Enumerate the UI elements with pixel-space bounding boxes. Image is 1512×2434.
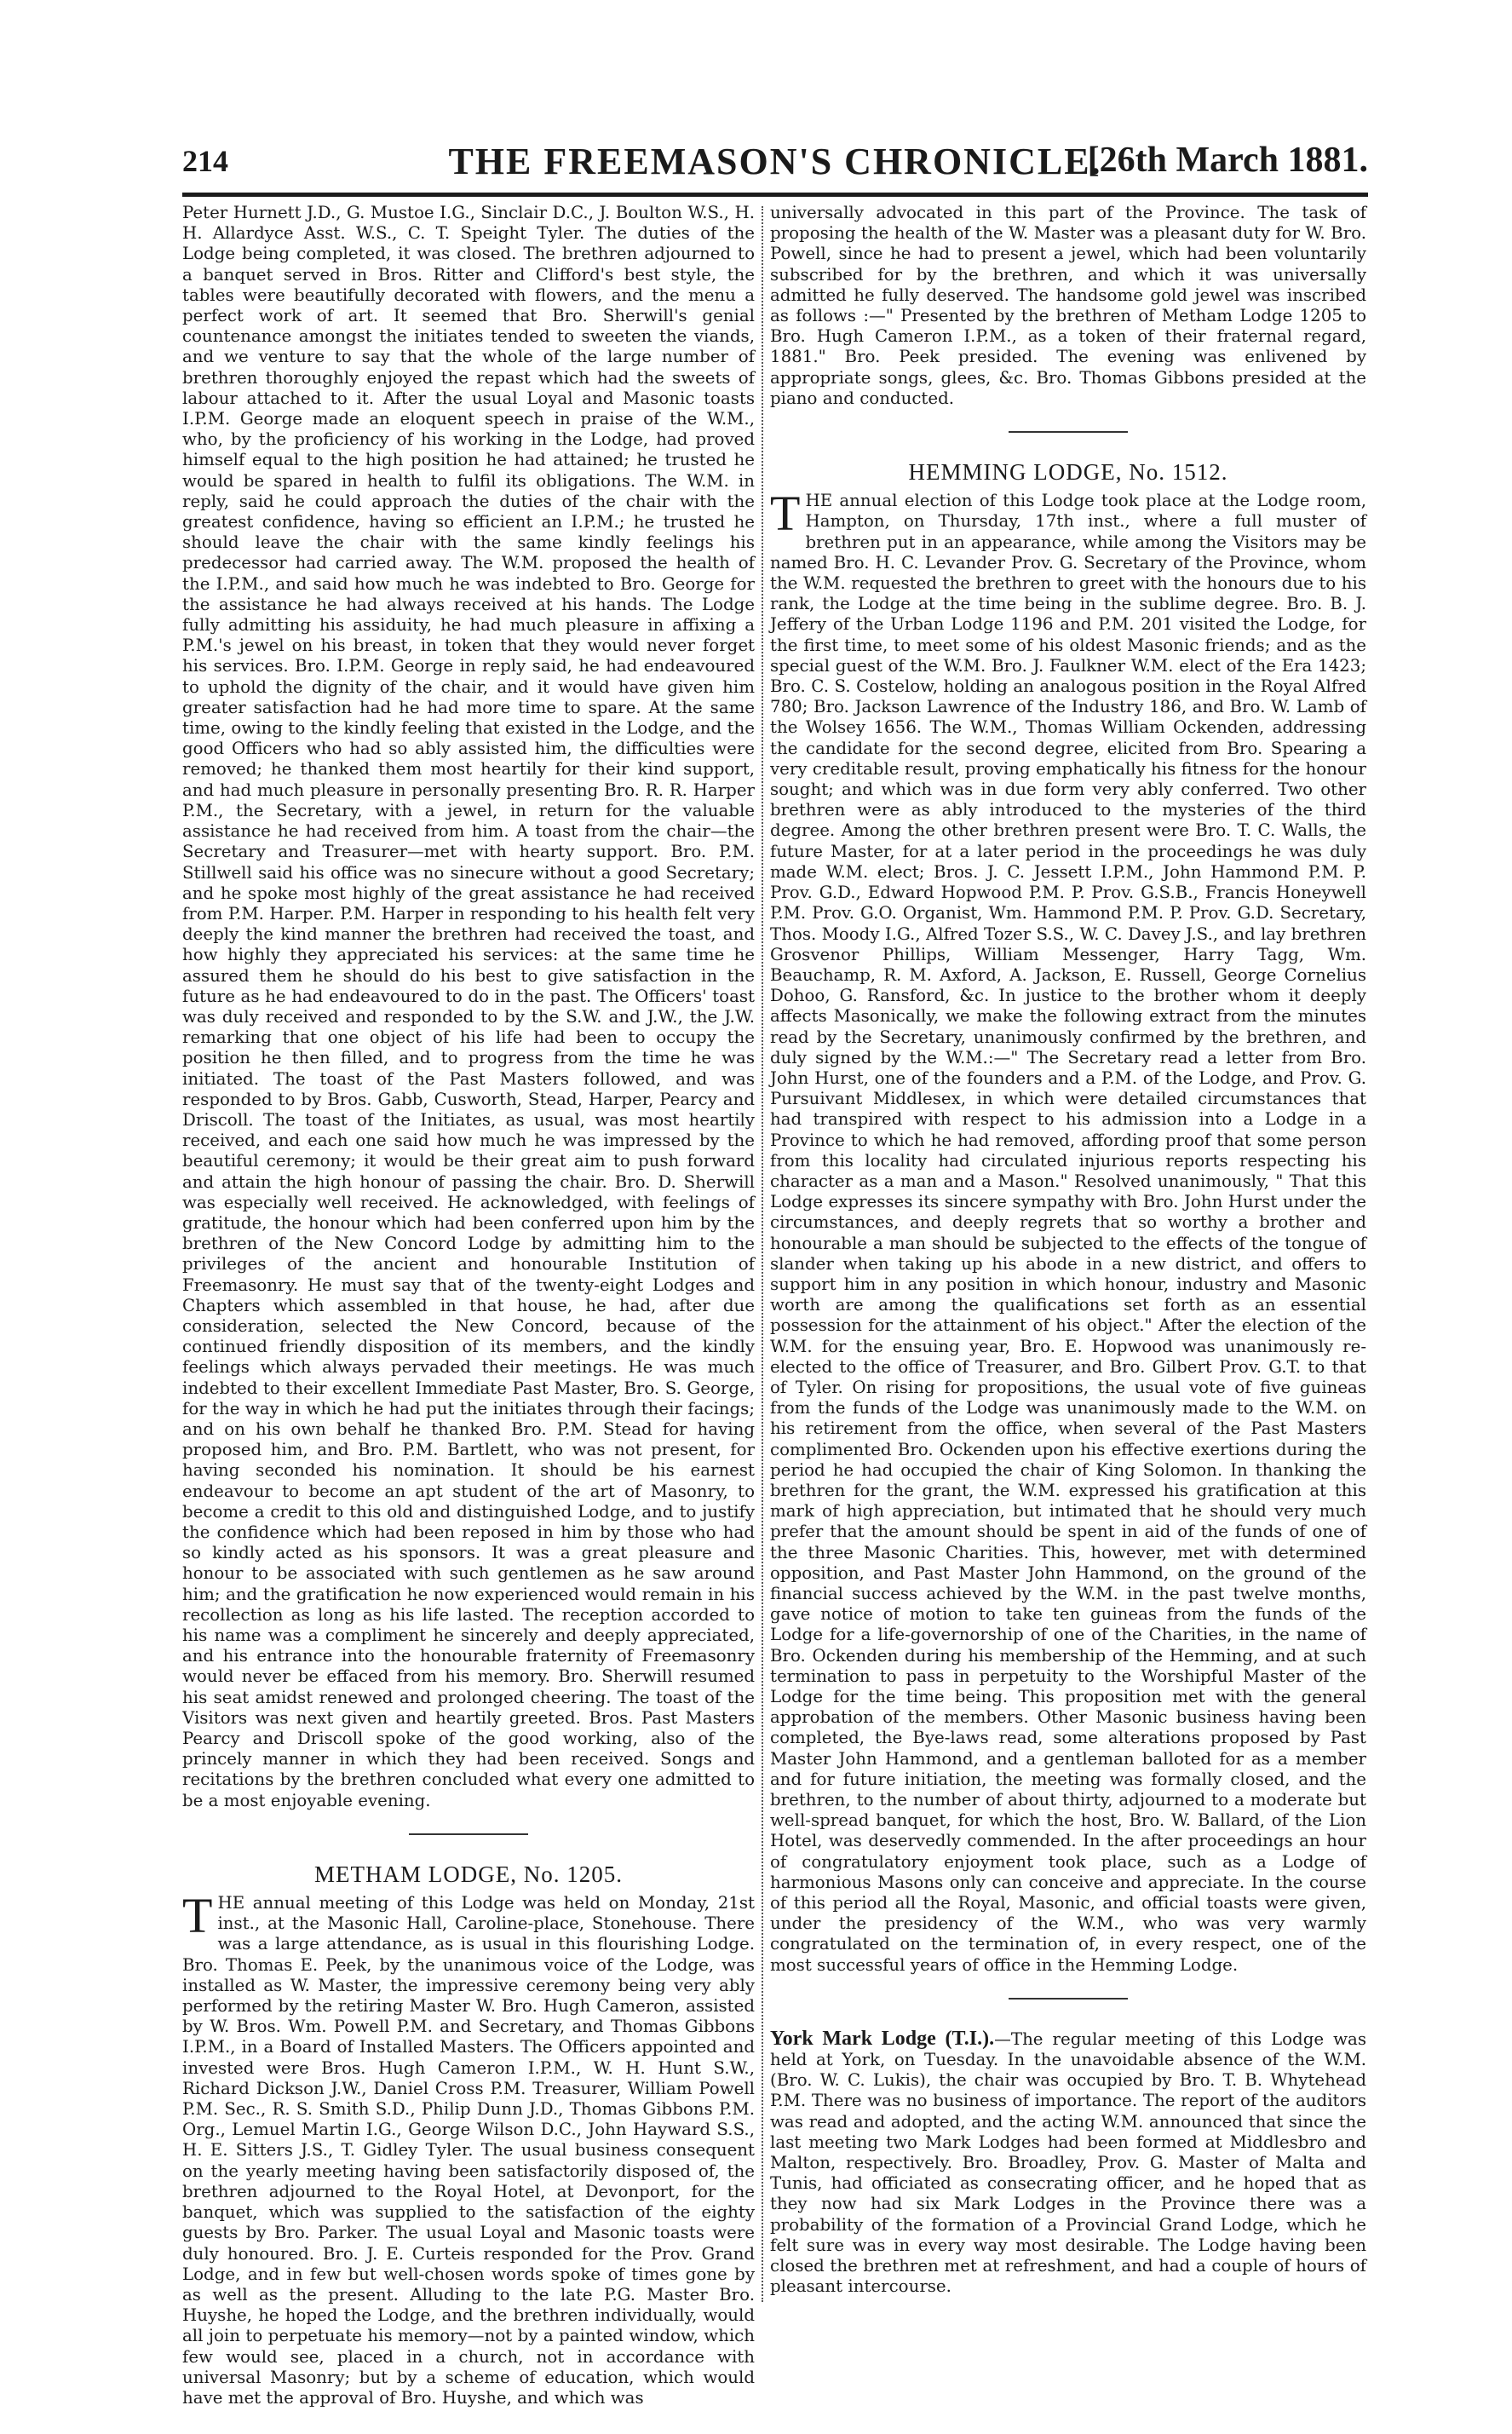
section-divider xyxy=(409,1833,528,1835)
right-column xyxy=(770,203,1366,2298)
metham-lodge-article: THE annual meeting of this Lodge was held on Monday, 21st inst., at the Masonic Hall, Caroline-place, Stonehouse. There was a large attendance, as is usual in this flourishing Lodge. Bro. Thomas E. Peek, by the unanimous voice of the Lodge, was installed as W. Master, the impressive ceremony being very ably performed by the retiring Master W. Bro. Hugh Cameron, assisted by W. Bros. Wm. Powell P.M. and Secretary, and Thomas Gibbons I.P.M., in a Board of Installed Masters. The Officers appointed and invested were Bros. Hugh Cameron I.P.M., W. H. Hunt S.W., Richard Dickson J.W., Daniel Cross P.M. Treasurer, William Powell P.M. Sec., R. S. Smith S.D., Philip Dunn J.D., Thomas Gibbons P.M. Org., Lemuel Martin I.G., George Wilson D.C., John Hayward S.S., H. E. Sitters J.S., T. Gidley Tyler. The usual business consequent on the yearly meeting having been satisfactorily disposed of, the brethren adjourned to the Royal Hotel, at Devonport, for the banquet, which was supplied to the satisfaction of the eighty guests by Bro. Parker. The usual Loyal and Masonic toasts were duly honoured. Bro. J. E. Curteis responded for the Prov. Grand Lodge, and in few but well-chosen words spoke of times gone by as well as the present. Alluding to the late P.G. Master Bro. Huyshe, he hoped the Lodge, and the brethren individually, would all join to perpetuate his memory—not by a painted window, which few would see, placed in a church, not in accordance with universal Masonry; but by a scheme of education, which would have met the approval of Bro. Huyshe, and which was xyxy=(182,1888,755,2408)
hemming-lodge-article: THE annual election of this Lodge took place at the Lodge room, Hampton, on Thursday, 17th inst., where a full muster of brethren put in an appearance, while among the Visitors may be named Bro. H. C. Levander Prov. G. Secretary of the Province, whom the W.M. requested the brethren to greet with the honours due to his rank, the Lodge at the time being in the sublime degree. Bro. B. J. Jeffery of the Urban Lodge 1196 and P.M. 201 visited the Lodge, for the first time, to meet some of his oldest Masonic friends; and as the special guest of the W.M. Bro. J. Faulkner W.M. elect of the Era 1423; Bro. C. S. Costelow, holding an analogous position in the Royal Alfred 780; Bro. Jackson Lawrence of the Industry 186, and Bro. W. Lamb of the Wolsey 1656. The W.M., Thomas William Ockenden, addressing the candidate for the second degree, elicited from Bro. Spearing a very creditable result, proving emphatically his fitness for the honour sought; and which was in due form very ably conferred. Two other brethren were as ably introduced to the mysteries of the third degree. Among the other brethren present were Bro. T. C. Walls, the future Master, for at a later period in the proceedings he was duly made W.M. elect; Bros. J. C. Jessett I.P.M., John Hammond P.M. P. Prov. G.D., Edward Hopwood P.M. P. Prov. G.S.B., Francis Honeywell P.M. Prov. G.O. Organist, Wm. Hammond P.M. P. Prov. G.D. Secretary, Thos. Moody I.G., Alfred Tozer S.S., W. C. Davey J.S., and lay brethren Grosvenor Phillips, William Messenger, Harry Tagg, Wm. Beauchamp, R. M. Axford, A. Jackson, E. Russell, George Cornelius Dohoo, G. Ransford, &c. In justice to the brother whom it deeply affects Masonically, we make the following extract from the minutes read by the Secretary, unanimously confirmed by the brethren, and duly signed by the W.M.:—" The Secretary read a letter from Bro. John Hurst, one of the founders and a P.M. of the Lodge, and Prov. G. Pursuivant Middlesex, in which were detailed circumstances that had transpired with respect to his admission into a Lodge in a Province to which he had removed, affording proof that some person from this locality had circulated injurious reports respecting his character as a man and a Mason." Resolved unanimously, " That this Lodge expresses its sincere sympathy with Bro. John Hurst under the circumstances, and deeply regrets that so worthy a brother and honourable a man should be subjected to the effects of the tongue of slander when taking up his abode in a new district, and offers to support him in any position in which honour, industry and Masonic worth are among the qualifications set forth as an essential possession for the attainment of his object." After the election of the W.M. for the ensuing year, Bro. E. Hopwood was unanimously re-elected to the office of Treasurer, and Bro. Gilbert Prov. G.T. to that of Tyler. On rising for propositions, the usual vote of five guineas from the funds of the Lodge was unanimously made to the W.M. on his retirement from the office, when several of the Past Masters complimented Bro. Ockenden upon his effective exertions during the period he had occupied the chair of King Solomon. In thanking the brethren for the grant, the W.M. expressed his gratification at this mark of high appreciation, but intimated that he should very much prefer that the amount should be spent in aid of the funds of one of the three Masonic Charities. This, however, met with determined opposition, and Past Master John Hammond, on the ground of the financial success achieved by the W.M. in the past twelve months, gave notice of motion to take ten guineas from the funds of the Lodge for a life-governorship of one of the Charities, in the name of Bro. Ockenden during his membership of the Hemming, and at such termination to pass in perpetuity to the Worshipful Master of the Lodge for the time being. This proposition met with the general approbation of the members. Other Masonic business having been completed, the Bye-laws read, some alterations proposed by Past Master John Hammond, and a gentleman balloted for as a member and for future initiation, the meeting was formally closed, and the brethren, to the number of about thirty, adjourned to a moderate but well-spread banquet, for which the host, Bro. W. Ballard, of the Lion Hotel, was deservedly commended. In the after proceedings an hour of congratulatory enjoyment took place, such as a Lodge of harmonious Masons only can conceive and appreciate. In the course of this period all the Royal, Masonic, and official toasts were given, under the presidency of the W.M., who was very warmly congratulated on the termination of, in every respect, one of the most successful years of office in the Hemming Lodge. xyxy=(770,486,1366,1975)
page-number: 214 xyxy=(182,144,228,178)
page-header xyxy=(182,140,1368,191)
header-rule xyxy=(182,193,1368,197)
left-column xyxy=(182,203,755,2408)
column-divider xyxy=(762,206,763,2302)
metham-continuation: universally advocated in this part of the Province. The task of proposing the health of the W. Master was a pleasant duty for W. Bro. Powell, since he had to present a jewel, which had been voluntarily subscribed for by the brethren, and which it was universally admitted he fully deserved. The handsome gold jewel was inscribed as follows :—" Presented by the brethren of Metham Lodge 1205 to Bro. Hugh Cameron I.P.M., as a token of their fraternal regard, 1881." Bro. Peek presided. The evening was enlivened by appropriate songs, glees, &c. Bro. Thomas Gibbons presided at the piano and conducted. xyxy=(770,203,1366,408)
issue-date: [26th March 1881. xyxy=(1087,141,1368,180)
section-divider xyxy=(1009,1998,1128,2000)
york-mark-lodge-text: —The regular meeting of this Lodge was held at York, on Tuesday. In the unavoidable absence of the W.M. (Bro. W. C. Lukis), the chair was occupied by Bro. T. B. Whytehead P.M. There was no business of importance. The report of the auditors was read and adopted, and the acting W.M. announced that since the last meeting two Mark Lodges had been formed at Middlesbro and Malton, respectively. Bro. Broadley, Prov. G. Master of Malta and Tunis, had officiated as consecrating officer, and he hoped that as they now had six Mark Lodges in the Province there was a probability of the formation of a Provincial Grand Lodge, which he felt sure was in every way most desirable. The Lodge having been closed the brethren met at refreshment, and had a couple of hours of pleasant intercourse. xyxy=(770,2028,1366,2297)
york-mark-lodge-heading: York Mark Lodge (T.I.). xyxy=(770,2027,995,2050)
new-concord-continuation: Peter Hurnett J.D., G. Mustoe I.G., Sinclair D.C., J. Boulton W.S., H. H. Allardyce Asst. W.S., C. T. Speight Tyler. The duties of the Lodge being completed, it was closed. The brethren adjourned to a banquet served in Bros. Ritter and Clifford's best style, the tables were beautifully decorated with flowers, and the menu a perfect work of art. It seemed that Bro. Sherwill's genial countenance amongst the initiates tended to sweeten the viands, and we venture to say that the whole of the large number of brethren thoroughly enjoyed the repast which had the sweets of labour attached to it. After the usual Loyal and Masonic toasts I.P.M. George made an eloquent speech in praise of the W.M., who, by the proficiency of his working in the Lodge, had proved himself equal to the high position he had attained; he trusted he would be spared in health to fulfil its obligations. The W.M. in reply, said he could approach the duties of the chair with the greatest confidence, having so efficient an I.P.M.; he trusted he should leave the chair with the same kindly feelings his predecessor had carried away. The W.M. proposed the health of the I.P.M., and said how much he was indebted to Bro. George for the assistance he had always received at his hands. The Lodge fully admitting his assiduity, he had much pleasure in affixing a P.M.'s jewel on his breast, in token that they would never forget his services. Bro. I.P.M. George in reply said, he had endeavoured to uphold the dignity of the chair, and it would have given him greater satisfaction had he had more time to spare. At the same time, owing to the kindly feeling that existed in the Lodge, and the good Officers who had so ably assisted him, the difficulties were removed; he thanked them most heartily for their kind support, and had much pleasure in personally presenting Bro. R. R. Harper P.M., the Secretary, with a jewel, in return for the valuable assistance he had received from him. A toast from the chair—the Secretary and Treasurer—met with hearty support. Bro. P.M. Stillwell said his office was no sinecure without a good Secretary; and he spoke most highly of the great assistance he had received from P.M. Harper. P.M. Harper in responding to his health felt very deeply the kind manner the brethren had received the toast, and how highly they appreciated his services: at the same time he assured them he should do his best to give satisfaction in the future as he had endeavoured to do in the past. The Officers' toast was duly received and responded to by the S.W. and J.W., the J.W. remarking that one object of his life had been to occupy the position he then filled, and to progress from the time he was initiated. The toast of the Past Masters followed, and was responded to by Bros. Gabb, Cusworth, Stead, Harper, Pearcy and Driscoll. The toast of the Initiates, as usual, was most heartily received, and each one said how much he was impressed by the beautiful ceremony; it would be their great aim to push forward and attain the high honour of passing the chair. Bro. D. Sherwill was especially well received. He acknowledged, with feelings of gratitude, the honour which had been conferred upon him by the brethren of the New Concord Lodge by admitting him to the privileges of the ancient and honourable Institution of Freemasonry. He must say that of the twenty-eight Lodges and Chapters which assembled in that house, he had, after due consideration, selected the New Concord, because of the continued friendly disposition of its members, and the kindly feelings which always pervaded their meetings. He was much indebted to their excellent Immediate Past Master, Bro. S. George, for the way in which he had put the initiates through their facings; and on his own behalf he thanked Bro. P.M. Stead for having proposed him, and Bro. P.M. Bartlett, who was not present, for having seconded his nomination. It should be his earnest endeavour to become an apt student of the art of Masonry, to become a credit to this old and distinguished Lodge, and to justify the confidence which had been reposed in him by those who had so kindly acted as his sponsors. It was a great pleasure and honour to be associated with such gentlemen as he saw around him; and the gratification he now experienced would remain in his recollection as long as his life lasted. The reception accorded to his name was a compliment he sincerely and deeply appreciated, and his entrance into the honourable fraternity of Freemasonry would never be effaced from his memory. Bro. Sherwill resumed his seat amidst renewed and prolonged cheering. The toast of the Visitors was next given and heartily greeted. Bros. Past Masters Pearcy and Driscoll spoke of the good working, also of the princely manner in which they had been received. Songs and recitations by the brethren concluded what every one admitted to be a most enjoyable evening. xyxy=(182,203,755,1810)
hemming-lodge-title: HEMMING LODGE, No. 1512. xyxy=(908,459,1228,486)
york-mark-lodge-article xyxy=(770,2028,1366,2298)
metham-lodge-title: METHAM LODGE, No. 1205. xyxy=(314,1861,623,1887)
journal-title: THE FREEMASON'S CHRONICLE. xyxy=(448,141,1102,182)
section-divider xyxy=(1009,431,1128,433)
